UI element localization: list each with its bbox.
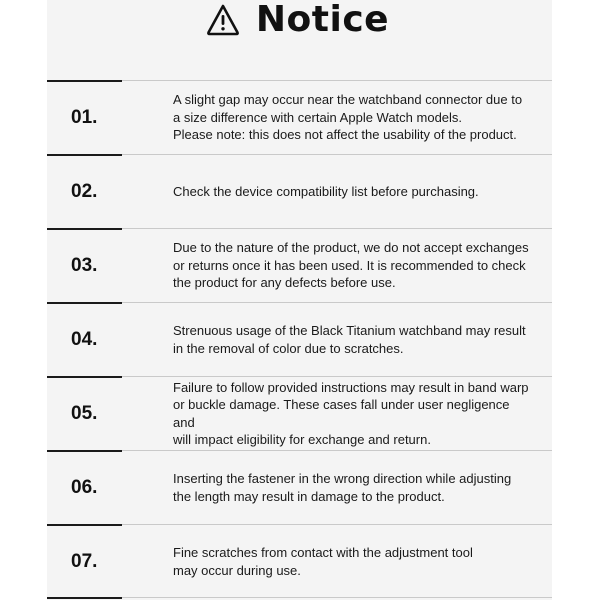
- page-title: Notice: [255, 0, 390, 40]
- notice-item-03: [47, 228, 552, 302]
- notice-item-07: [47, 524, 552, 598]
- notice-text: Check the device compatibility list before purchasing.: [173, 183, 479, 199]
- notice-list: [47, 80, 552, 598]
- notice-panel: [47, 0, 552, 600]
- notice-item-01: [47, 80, 552, 154]
- notice-number: 01.: [71, 106, 98, 128]
- notice-item-02: [47, 154, 552, 228]
- notice-number: 02.: [71, 180, 98, 202]
- warning-triangle-icon: [206, 3, 240, 37]
- notice-text: Failure to follow provided instructions may result in band warp or buckle damage. These cases fall under user negligence and will impact eligibility for exchange and return.: [173, 379, 529, 447]
- notice-number: 06.: [71, 476, 98, 498]
- notice-text: Due to the nature of the product, we do not accept exchanges or returns once it has been used. It is recommended to check the product for any defects before use.: [173, 240, 529, 291]
- notice-item-05: [47, 376, 552, 450]
- notice-text: A slight gap may occur near the watchband connector due to a size difference with certain Apple Watch models. Please note: this does not affect the usability of the product.: [173, 92, 523, 143]
- bottom-divider: [47, 597, 552, 598]
- notice-number: 07.: [71, 550, 98, 572]
- notice-item-04: [47, 302, 552, 376]
- notice-text: Strenuous usage of the Black Titanium watchband may result in the removal of color due to scratches.: [173, 323, 526, 356]
- notice-text: Fine scratches from contact with the adjustment tool may occur during use.: [173, 545, 473, 578]
- notice-number: 03.: [71, 254, 98, 276]
- notice-header: [47, 0, 552, 40]
- notice-number: 04.: [71, 328, 98, 350]
- notice-number: 05.: [71, 402, 98, 424]
- notice-item-06: [47, 450, 552, 524]
- notice-text: Inserting the fastener in the wrong direction while adjusting the length may result in damage to the product.: [173, 471, 512, 504]
